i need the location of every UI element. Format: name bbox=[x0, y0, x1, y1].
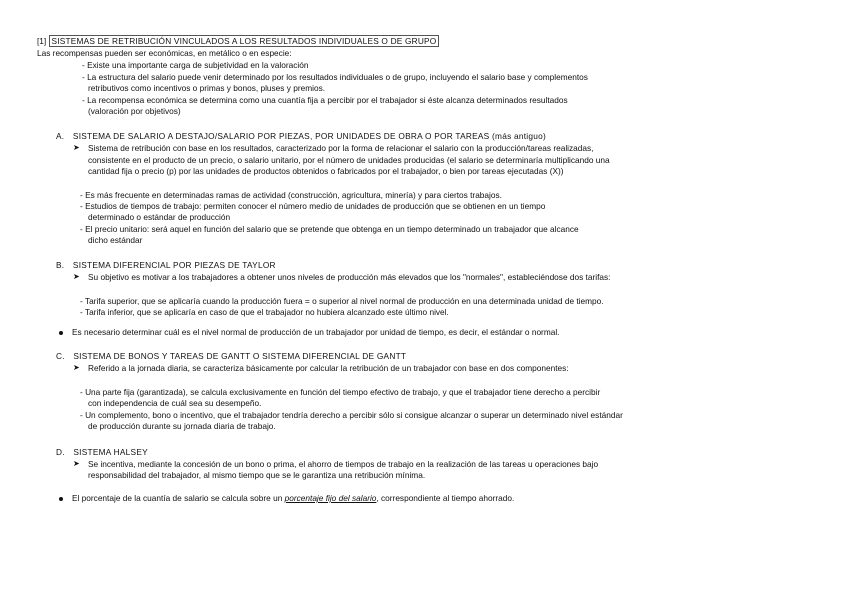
section-c-item: - Un complemento, bono o incentivo, que el trabajador tendría derecho a percibir sólo si consigue alcanzar o superar un determinado nivel estándar bbox=[80, 410, 623, 420]
section-d-paragraph: responsabilidad del trabajador, al mismo tiempo que se le garantiza una retribución mínima. bbox=[88, 470, 426, 480]
section-a-item-cont: dicho estándar bbox=[88, 235, 143, 245]
section-b-paragraph: Su objetivo es motivar a los trabajadores a obtener unos niveles de producción más elevados que los "normales", estableciéndose dos tarifas: bbox=[88, 272, 611, 282]
section-d-note-after: , correspondiente al tiempo ahorrado. bbox=[376, 493, 515, 503]
section-b-heading bbox=[56, 260, 276, 271]
section-a-heading bbox=[56, 131, 546, 142]
intro-bullet-cont: retributivos como incentivos o primas y bonos, pluses y premios. bbox=[88, 83, 326, 93]
section-d-paragraph: Se incentiva, mediante la concesión de un bono o prima, el ahorro de tiempos de trabajo en la realización de las tareas u operaciones bajo bbox=[88, 459, 599, 469]
arrow-bullet-icon: ➤ bbox=[73, 143, 80, 152]
arrow-bullet-icon: ➤ bbox=[73, 363, 80, 372]
section-c-letter: C. bbox=[56, 351, 65, 361]
title-prefix: [1] bbox=[37, 36, 47, 46]
intro-bullet-cont: (valoración por objetivos) bbox=[88, 106, 181, 116]
bullet-dot-icon bbox=[59, 331, 63, 335]
section-b-letter: B. bbox=[56, 260, 65, 270]
document-title bbox=[37, 36, 439, 47]
section-d-letter: D. bbox=[56, 447, 65, 457]
section-b-item: - Tarifa inferior, que se aplicaría en caso de que el trabajador no hubiera alcanzado este último nivel. bbox=[80, 307, 449, 317]
title-text: SISTEMAS DE RETRIBUCIÓN VINCULADOS A LOS RESULTADOS INDIVIDUALES O DE GRUPO bbox=[49, 35, 440, 47]
intro-text: Las recompensas pueden ser económicas, en metálico o en especie: bbox=[37, 48, 292, 58]
intro-bullet: - Existe una importante carga de subjetividad en la valoración bbox=[82, 60, 309, 70]
section-a-item: - El precio unitario: será aquel en función del salario que se pretende que obtenga en un tiempo determinado un trabajador que alcance bbox=[80, 224, 579, 234]
section-d-note-emphasis: porcentaje fijo del salario bbox=[284, 493, 377, 503]
section-a-paragraph: consistente en el producto de un precio, o salario unitario, por el número de unidades producidas (el salario se determinaría multiplicando una bbox=[88, 155, 610, 165]
section-d-heading bbox=[56, 447, 148, 458]
section-a-paragraph: Sistema de retribución con base en los resultados, caracterizado por la forma de relacionar el salario con la producción/tareas realizadas, bbox=[88, 143, 594, 153]
section-c-heading bbox=[56, 351, 406, 362]
section-c-item: - Una parte fija (garantizada), se calcula exclusivamente en función del tiempo efectivo de trabajo, y que el trabajador tiene derecho a percibir bbox=[80, 387, 601, 397]
section-b-note: Es necesario determinar cuál es el nivel normal de producción de un trabajador por unidad de tiempo, es decir, el estándar o normal. bbox=[72, 327, 560, 337]
section-b-item: - Tarifa superior, que se aplicaría cuando la producción fuera = o superior al nivel normal de producción en una determinada unidad de tiempo. bbox=[80, 296, 604, 306]
section-c-paragraph: Referido a la jornada diaria, se caracteriza básicamente por calcular la retribución de un trabajador con base en dos componentes: bbox=[88, 363, 569, 373]
section-d-note-before: El porcentaje de la cuantía de salario se calcula sobre un bbox=[72, 493, 283, 503]
bullet-dot-icon bbox=[59, 497, 63, 501]
section-a-title: SISTEMA DE SALARIO A DESTAJO/SALARIO POR PIEZAS, POR UNIDADES DE OBRA O POR TAREAS bbox=[72, 131, 490, 141]
section-d-title: SISTEMA HALSEY bbox=[73, 447, 148, 457]
section-c-title: SISTEMA DE BONOS Y TAREAS DE GANTT O SISTEMA DIFERENCIAL DE GANTT bbox=[73, 351, 407, 361]
section-a-paragraph: cantidad fija o precio (p) por las unidades de productos obtenidos o fabricados por el trabajador, o bien por tareas ejecutadas (X)) bbox=[88, 166, 564, 176]
section-d-note bbox=[72, 493, 514, 504]
intro-bullet: - La estructura del salario puede venir determinado por los resultados individuales o de grupo, incluyendo el salario base y complementos bbox=[82, 72, 588, 82]
section-a-note: (más antiguo) bbox=[492, 131, 547, 141]
section-a-item-cont: determinado o estándar de producción bbox=[88, 212, 231, 222]
section-a-item: - Es más frecuente en determinadas ramas de actividad (construcción, agricultura, minería) y para ciertos trabajos. bbox=[80, 190, 502, 200]
arrow-bullet-icon: ➤ bbox=[73, 459, 80, 468]
section-a-item: - Estudios de tiempos de trabajo: permiten conocer el número medio de unidades de producción que se obtienen en un tiempo bbox=[80, 201, 546, 211]
section-b-title: SISTEMA DIFERENCIAL POR PIEZAS DE TAYLOR bbox=[72, 260, 276, 270]
section-c-item-cont: de producción durante su jornada diaria de trabajo. bbox=[88, 421, 276, 431]
arrow-bullet-icon: ➤ bbox=[73, 272, 80, 281]
section-c-item-cont: con independencia de cuál sea su desempeño. bbox=[88, 398, 262, 408]
intro-bullet: - La recompensa económica se determina como una cuantía fija a percibir por el trabajador si éste alcanza determinados resultados bbox=[82, 95, 568, 105]
section-a-letter: A. bbox=[56, 131, 65, 141]
